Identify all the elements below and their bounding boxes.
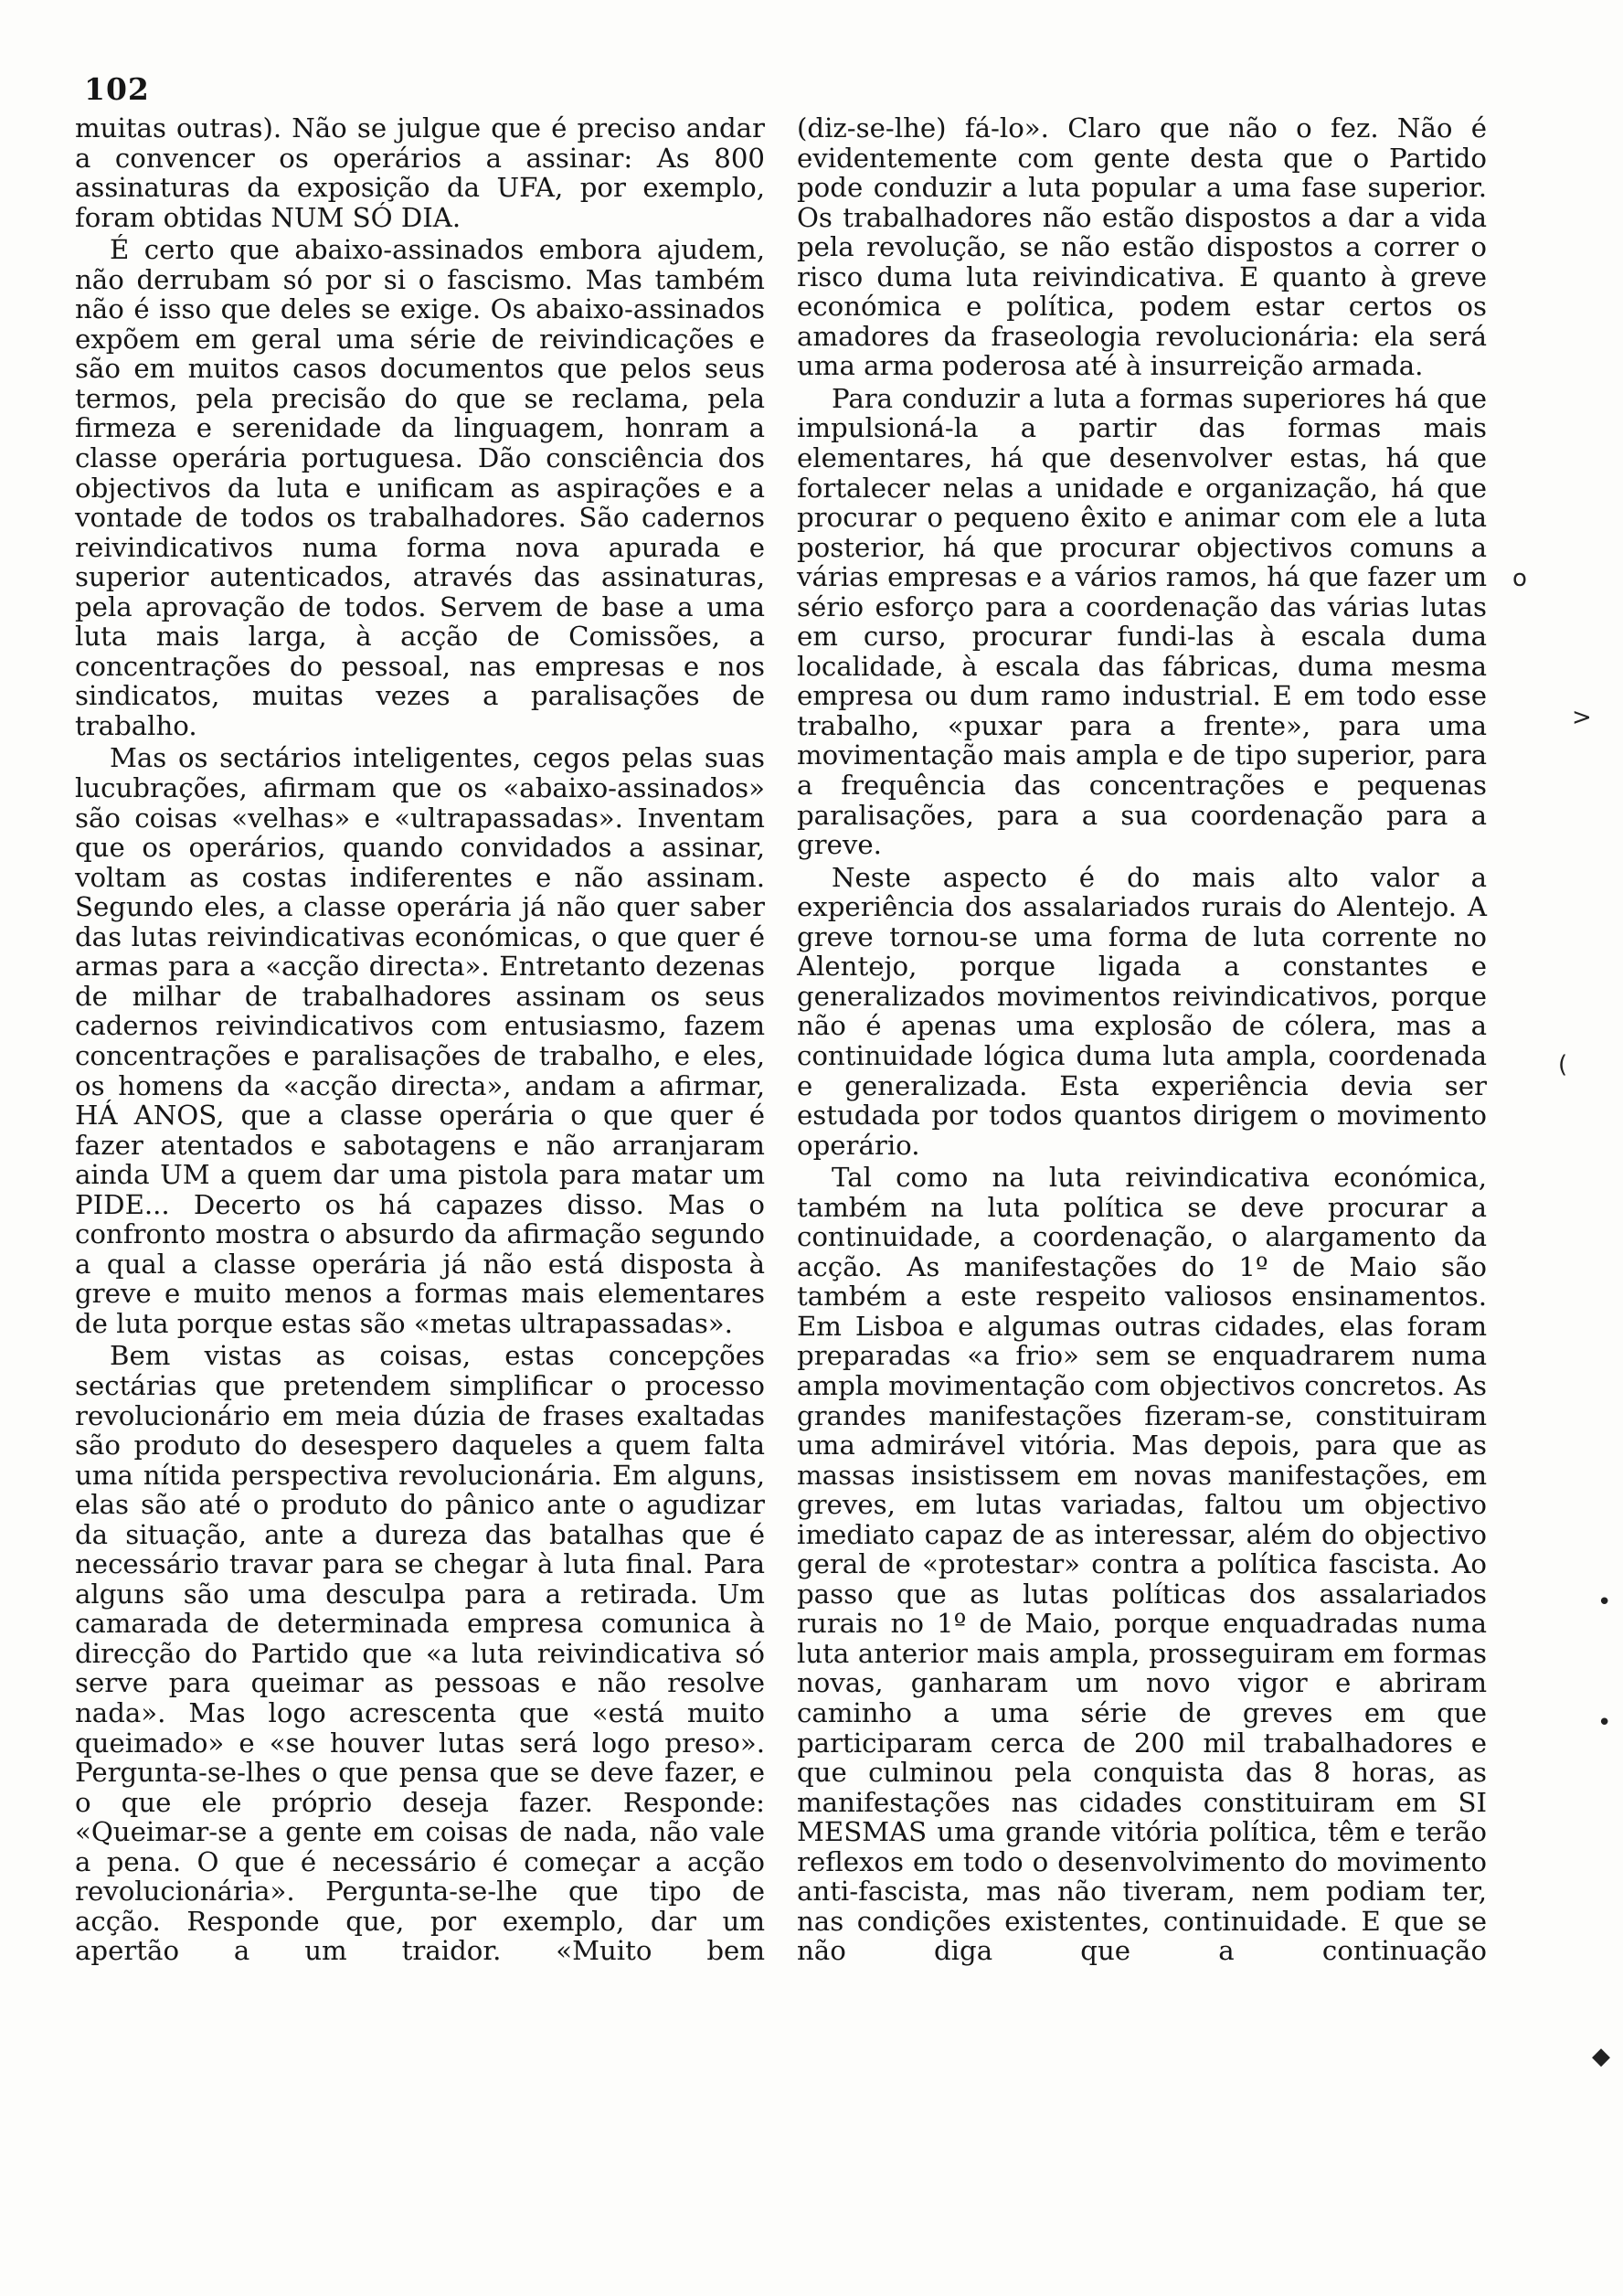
left-column — [75, 113, 765, 1969]
paragraph: (diz-se-lhe) fá-lo». Claro que não o fez. Não é evidentemente com gente desta que o Partido pode conduzir a luta popular a uma fase superior. Os trabalhadores não estão dispostos a dar a vida pela revolução, se não estão dispostos a correr o risco duma luta reivindicativa. E quanto à greve económica e política, podem estar certos os amadores da fraseologia revolucionária: ela será uma arma poderosa até à insurreição armada. — [797, 112, 1487, 382]
margin-mark: o — [1512, 565, 1527, 592]
paragraph: Para conduzir a luta a formas superiores há que impulsioná-la a partir das formas mais elementares, há que desenvolver estas, há que fortalecer nelas a unidade e organização, há que procurar o pequeno êxito e animar com ele a luta posterior, há que procurar objectivos comuns a várias empresas e a vários ramos, há que fazer um sério esforço para a coordenação das várias lutas em curso, procurar fundi-las à escala duma localidade, à escala das fábricas, duma mesma empresa ou dum ramo industrial. E em todo esse trabalho, «puxar para a frente», para uma movimentação mais ampla e de tipo superior, para a frequência das concentrações e pequenas paralisações, para a sua coordenação para a greve. — [797, 382, 1487, 861]
right-column — [797, 113, 1487, 1969]
margin-mark: • — [1597, 1589, 1612, 1616]
paragraph: Neste aspecto é do mais alto valor a experiência dos assalariados rurais do Alentejo. A greve tornou-se uma forma de luta corrente no Alentejo, porque ligada a constantes e generalizados movimentos reivindicativos, porque não é apenas uma explosão de cólera, mas a continuidade lógica duma luta ampla, coordenada e generalizada. Esta experiência devia ser estudada por todos quantos dirigem o movimento operário. — [797, 861, 1487, 1161]
paragraph: Mas os sectários inteligentes, cegos pelas suas lucubrações, afirmam que os «abaixo-assinados» são coisas «velhas» e «ultrapassadas». Inventam que os operários, quando convidados a assinar, voltam as costas indiferentes e não assinam. Segundo eles, a classe operária já não quer saber das lutas reivindicativas económicas, o que quer é armas para a «acção directa». Entretanto dezenas de milhar de trabalhadores assinam os seus cadernos reivindicativos com entusiasmo, fazem concentrações e paralisações de trabalho, e eles, os homens da «acção directa», andam a afirmar, HÁ ANOS, que a classe operária o que quer é fazer atentados e sabotagens e não arranjaram ainda UM a quem dar uma pistola para matar um PIDE... Decerto os há capazes disso. Mas o confronto mostra o absurdo da afirmação segundo a qual a classe operária já não está disposta à greve e muito menos a formas mais elementares de luta porque estas são «metas ultrapassadas». — [75, 742, 765, 1339]
paragraph: Bem vistas as coisas, estas concepções sectárias que pretendem simplificar o processo revolucionário em meia dúzia de frases exaltadas são produto do desespero daqueles a quem falta uma nítida perspectiva revolucionária. Em alguns, elas são até o produto do pânico ante o agudizar da situação, ante a dureza das batalhas que é necessário travar para se chegar à luta final. Para alguns são uma desculpa para a retirada. Um camarada de determinada empresa comunica à direcção do Partido que «a luta reivindicativa só serve para queimar as pessoas e não resolve nada». Mas logo acrescenta que «está muito queimado» e «se houver lutas será logo preso». Pergunta-se-lhes o que pensa que se deve fazer, e o que ele próprio deseja fazer. Responde: «Queimar-se a gente em coisas de nada, não vale a pena. O que é necessário é começar a acção revolucionária». Pergunta-se-lhe que tipo de acção. Responde que, por exemplo, dar um apertão a um traidor. «Muito bem — [75, 1340, 765, 1967]
margin-mark: ◆ — [1592, 2043, 1610, 2070]
margin-mark: > — [1572, 704, 1592, 731]
paragraph: Tal como na luta reivindicativa económica, também na luta política se deve procurar a continuidade, a coordenação, o alargamento da acção. As manifestações do 1º de Maio são também a este respeito valiosos ensinamentos. Em Lisboa e algumas outras cidades, elas foram preparadas «a frio» sem se enquadrarem numa ampla movimentação com objectivos concretos. As grandes manifestações fizeram-se, constituiram uma admirável vitória. Mas depois, para que as massas insistissem em novas manifestações, em greves, em lutas variadas, faltou um objectivo imediato capaz de as interessar, além do objectivo geral de «protestar» contra a política fascista. Ao passo que as lutas políticas dos assalariados rurais no 1º de Maio, porque enquadradas numa luta anterior mais ampla, prosseguiram em formas novas, ganharam um novo vigor e abriram caminho a uma série de greves em que participaram cerca de 200 mil trabalhadores e que culminou pela conquista das 8 horas, as manifestações nas cidades constituiram em SI MESMAS uma grande vitória política, têm e terão reflexos em todo o desenvolvimento do movimento anti-fascista, mas não tiveram, nem podiam ter, nas condições existentes, continuidade. E que se não diga que a continuação — [797, 1162, 1487, 1967]
paragraph: É certo que abaixo-assinados embora ajudem, não derrubam só por si o fascismo. Mas também não é isso que deles se exige. Os abaixo-assinados expõem em geral uma série de reivindicações e são em muitos casos documentos que pelos seus termos, pela precisão do que se reclama, pela firmeza e serenidade da linguagem, honram a classe operária portuguesa. Dão consciência dos objectivos da luta e unificam as aspirações e a vontade de todos os trabalhadores. São cadernos reivindicativos numa forma nova apurada e superior autenticados, através das assinaturas, pela aprovação de todos. Servem de base a uma luta mais larga, à acção de Comissões, a concentrações do pessoal, nas empresas e nos sindicatos, muitas vezes a paralisações de trabalho. — [75, 234, 765, 741]
margin-mark: ( — [1558, 1051, 1568, 1079]
margin-mark: • — [1597, 1709, 1612, 1737]
paragraph: muitas outras). Não se julgue que é preciso andar a convencer os operários a assinar: As 800 assinaturas da exposição da UFA, por exemplo, foram obtidas NUM SÓ DIA. — [75, 112, 765, 233]
page-number: 102 — [84, 71, 150, 107]
